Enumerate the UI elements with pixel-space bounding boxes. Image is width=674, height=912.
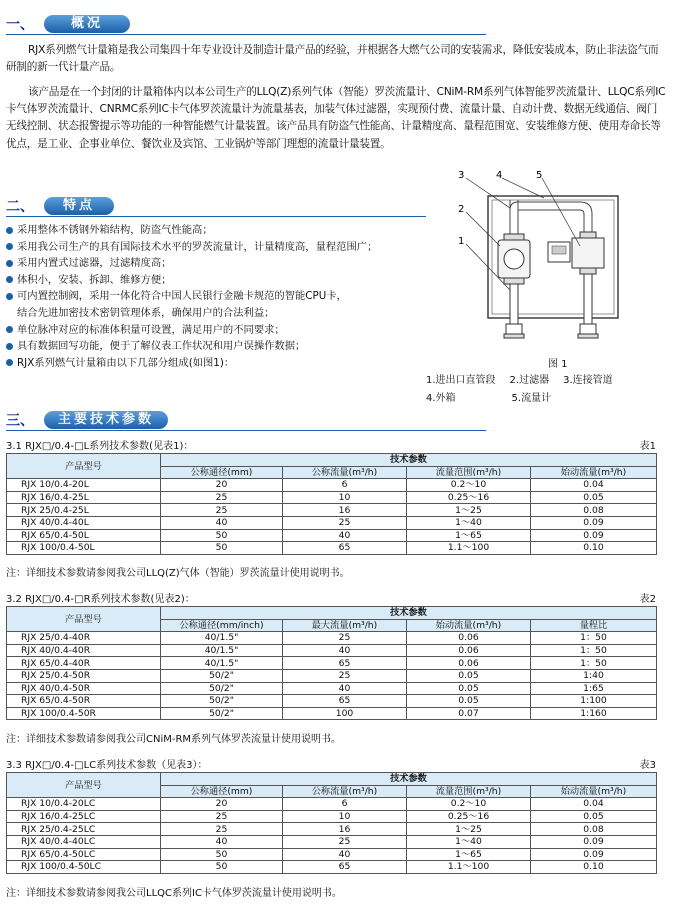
value-cell: 40 (283, 644, 407, 657)
list-item: 采用我公司生产的具有国际技术水平的罗茨流量计，计量精度高，量程范围广； (6, 239, 446, 256)
table-row (7, 848, 657, 861)
table2-note: 注：详细技术参数请参阅我公司CNiM-RM系列气体罗茨流量计使用说明书。 (6, 734, 342, 745)
value-cell: 100 (283, 707, 407, 720)
callout-label: 4 (496, 170, 503, 181)
value-cell: 20 (161, 479, 283, 492)
feature-list (6, 222, 446, 371)
section-title: 特点 (44, 197, 114, 215)
model-cell: RJX 25/0.4-40R (7, 632, 161, 645)
column-header: 公称通径(mm/inch) (161, 619, 283, 632)
column-header: 公称流量(m³/h) (283, 785, 407, 798)
table3-body (7, 798, 657, 874)
value-cell: 40/1.5" (161, 657, 283, 670)
legend-item: 1.进出口直管段 (426, 375, 496, 386)
overview-paragraph-1: RJX系列燃气计量箱是我公司集四十年专业设计及制造计量产品的经验，并根据各大燃气公司的安装需求，降低安装成本，防止非法盗气而研制的新一代计量产品。 (6, 44, 659, 74)
table-row (7, 669, 657, 682)
section-number: 三、 (6, 413, 34, 429)
section-divider (6, 430, 486, 431)
model-cell: RJX 25/0.4-25L (7, 504, 161, 517)
value-cell: 1：50 (531, 657, 657, 670)
table-row (7, 835, 657, 848)
bullet-icon (6, 276, 13, 283)
legend-item: 4.外箱 (426, 393, 456, 404)
model-cell: RJX 16/0.4-25LC (7, 810, 161, 823)
table-label: 表1 (639, 441, 656, 452)
list-item: RJX系列燃气计量箱由以下几部分组成(如图1)： (6, 355, 446, 372)
table-row (7, 644, 657, 657)
group-header: 技术参数 (161, 773, 657, 786)
table2-body (7, 632, 657, 720)
table3-caption: 3.3 RJX□/0.4-□LC系列技术参数（见表3）： 表3 (6, 756, 656, 770)
column-header: 量程比 (531, 619, 657, 632)
table-row (7, 632, 657, 645)
model-cell: RJX 40/0.4-40R (7, 644, 161, 657)
value-cell: 0.05 (531, 810, 657, 823)
value-cell: 1:160 (531, 707, 657, 720)
value-cell: 0.10 (531, 542, 657, 555)
table-row (7, 516, 657, 529)
column-header: 公称流量(m³/h) (283, 466, 407, 479)
section-divider (6, 34, 486, 35)
gas-meter-box-diagram (452, 166, 634, 352)
section-divider (6, 216, 426, 217)
table-row (7, 798, 657, 811)
value-cell: 1～40 (407, 516, 531, 529)
value-cell: 0.05 (531, 491, 657, 504)
table1-body (7, 479, 657, 555)
table3 (6, 772, 657, 874)
value-cell: 40 (283, 682, 407, 695)
table-row (7, 491, 657, 504)
value-cell: 1～25 (407, 823, 531, 836)
table-row (7, 542, 657, 555)
callout-label: 3 (458, 170, 465, 181)
value-cell: 0.04 (531, 479, 657, 492)
model-header: 产品型号 (7, 773, 161, 798)
table-row (7, 479, 657, 492)
group-header: 技术参数 (161, 454, 657, 467)
value-cell: 25 (283, 835, 407, 848)
value-cell: 0.06 (407, 632, 531, 645)
bullet-icon (6, 326, 13, 333)
value-cell: 50 (161, 848, 283, 861)
legend-item: 2.过滤器 (509, 375, 550, 386)
bullet-icon (6, 343, 13, 350)
value-cell: 25 (161, 504, 283, 517)
model-cell: RJX 100/0.4-50L (7, 542, 161, 555)
model-cell: RJX 40/0.4-40L (7, 516, 161, 529)
value-cell: 0.09 (531, 516, 657, 529)
model-cell: RJX 40/0.4-40LC (7, 835, 161, 848)
column-header: 流量范围(m³/h) (407, 466, 531, 479)
table-row (7, 707, 657, 720)
model-cell: RJX 100/0.4-50R (7, 707, 161, 720)
model-cell: RJX 16/0.4-25L (7, 491, 161, 504)
value-cell: 65 (283, 695, 407, 708)
bullet-icon (6, 227, 13, 234)
model-cell: RJX 10/0.4-20L (7, 479, 161, 492)
value-cell: 16 (283, 823, 407, 836)
value-cell: 0.10 (531, 861, 657, 874)
bullet-icon (6, 243, 13, 250)
column-header: 始动流量(m³/h) (407, 619, 531, 632)
list-item: 采用内置式过滤器，过滤精度高； (6, 255, 446, 272)
value-cell: 1～65 (407, 529, 531, 542)
value-cell: 0.25～16 (407, 491, 531, 504)
value-cell: 0.07 (407, 707, 531, 720)
value-cell: 0.04 (531, 798, 657, 811)
value-cell: 50 (161, 529, 283, 542)
callout-label: 2 (458, 204, 465, 215)
table-row (7, 529, 657, 542)
table1-note: 注：详细技术参数请参阅我公司LLQ(Z)气体（智能）罗茨流量计使用说明书。 (6, 568, 350, 579)
value-cell: 6 (283, 479, 407, 492)
value-cell: 1.1～100 (407, 861, 531, 874)
list-item: 结合先进加密技术密钥管理体系，确保用户的合法利益； (17, 306, 275, 319)
value-cell: 25 (283, 632, 407, 645)
section-params-header (6, 410, 670, 432)
value-cell: 1:100 (531, 695, 657, 708)
value-cell: 1：50 (531, 644, 657, 657)
value-cell: 0.2～10 (407, 798, 531, 811)
table-row (7, 504, 657, 517)
table-row (7, 657, 657, 670)
value-cell: 0.2～10 (407, 479, 531, 492)
value-cell: 50 (161, 542, 283, 555)
value-cell: 40 (283, 848, 407, 861)
value-cell: 50/2" (161, 669, 283, 682)
list-item: 体积小，安装、拆卸、维修方便； (6, 272, 446, 289)
bullet-icon (6, 293, 13, 300)
value-cell: 25 (161, 823, 283, 836)
value-cell: 25 (283, 516, 407, 529)
value-cell: 65 (283, 542, 407, 555)
column-header: 公称通径(mm) (161, 785, 283, 798)
value-cell: 0.08 (531, 504, 657, 517)
column-header: 流量范围(m³/h) (407, 785, 531, 798)
table3-note: 注：详细技术参数请参阅我公司LLQC系列IC卡气体罗茨流量计使用说明书。 (6, 888, 342, 899)
table2-caption: 3.2 RJX□/0.4-□R系列技术参数(见表2)： 表2 (6, 590, 656, 604)
overview-paragraph-2: 该产品是在一个封闭的计量箱体内以本公司生产的LLQ(Z)系列气体（智能）罗茨流量计、CNiM-RM系列气体智能罗茨流量计、LLQC系列IC卡气体罗茨流量计、CNRMC系列IC卡气体罗茨流量计为流量基表，加装气体过滤器，实现预付费、流量计量、自动计费、数据无线通信、阀门无线控制、状态报警提示等功能的一种智能燃气计量装置。该产品具有防盗气性能高、计量精度高、量程范围宽、安装维修方便、使用寿命长等优点，是工业、企事业单位、餐饮业及宾馆、工业锅炉等部门理想的流量计量装置。 (6, 86, 666, 150)
value-cell: 40 (161, 835, 283, 848)
table2 (6, 606, 657, 720)
table-label: 表3 (639, 760, 656, 771)
column-header: 始动流量(m³/h) (531, 785, 657, 798)
value-cell: 0.06 (407, 657, 531, 670)
list-item: 具有数据回写功能，便于了解仪表工作状况和用户误操作数据； (6, 338, 446, 355)
value-cell: 50/2" (161, 707, 283, 720)
value-cell: 65 (283, 861, 407, 874)
callout-label: 5 (536, 170, 543, 181)
value-cell: 1:40 (531, 669, 657, 682)
section-title: 概况 (44, 15, 130, 33)
value-cell: 50/2" (161, 682, 283, 695)
value-cell: 1:65 (531, 682, 657, 695)
table-row (7, 682, 657, 695)
value-cell: 1～40 (407, 835, 531, 848)
value-cell: 25 (161, 491, 283, 504)
table-label: 表2 (639, 594, 656, 605)
table-row (7, 810, 657, 823)
value-cell: 25 (283, 669, 407, 682)
model-cell: RJX 100/0.4-50LC (7, 861, 161, 874)
legend-item: 3.连接管道 (563, 375, 613, 386)
table-row (7, 861, 657, 874)
value-cell: 50 (161, 861, 283, 874)
value-cell: 6 (283, 798, 407, 811)
value-cell: 0.05 (407, 669, 531, 682)
value-cell: 0.05 (407, 695, 531, 708)
value-cell: 0.06 (407, 644, 531, 657)
model-cell: RJX 65/0.4-50R (7, 695, 161, 708)
value-cell: 0.08 (531, 823, 657, 836)
value-cell: 1.1～100 (407, 542, 531, 555)
value-cell: 0.05 (407, 682, 531, 695)
value-cell: 0.09 (531, 848, 657, 861)
model-cell: RJX 25/0.4-25LC (7, 823, 161, 836)
value-cell: 20 (161, 798, 283, 811)
legend-item: 5.流量计 (511, 393, 552, 404)
value-cell: 0.25～16 (407, 810, 531, 823)
table1-caption: 3.1 RJX□/0.4-□L系列技术参数(见表1)： 表1 (6, 437, 656, 451)
figure-legend (426, 372, 613, 408)
bullet-icon (6, 359, 13, 366)
table-row (7, 823, 657, 836)
column-header: 公称通径(mm) (161, 466, 283, 479)
value-cell: 16 (283, 504, 407, 517)
value-cell: 40/1.5" (161, 632, 283, 645)
value-cell: 1：50 (531, 632, 657, 645)
value-cell: 1～25 (407, 504, 531, 517)
list-item: 可内置控制阀，采用一体化符合中国人民银行金融卡规范的智能CPU卡， (6, 288, 446, 305)
table-row (7, 695, 657, 708)
section-number: 二、 (6, 199, 34, 215)
group-header: 技术参数 (161, 607, 657, 620)
model-cell: RJX 25/0.4-50R (7, 669, 161, 682)
callout-label: 1 (458, 236, 465, 247)
model-cell: RJX 40/0.4-50R (7, 682, 161, 695)
value-cell: 0.09 (531, 529, 657, 542)
bullet-icon (6, 260, 13, 267)
table1 (6, 453, 657, 555)
model-header: 产品型号 (7, 607, 161, 632)
value-cell: 1～65 (407, 848, 531, 861)
model-cell: RJX 65/0.4-50L (7, 529, 161, 542)
value-cell: 40 (283, 529, 407, 542)
model-header: 产品型号 (7, 454, 161, 479)
value-cell: 50/2" (161, 695, 283, 708)
section-title: 主要技术参数 (44, 411, 168, 429)
value-cell: 10 (283, 810, 407, 823)
model-cell: RJX 65/0.4-40R (7, 657, 161, 670)
column-header: 始动流量(m³/h) (531, 466, 657, 479)
value-cell: 40 (161, 516, 283, 529)
value-cell: 65 (283, 657, 407, 670)
list-item: 采用整体不锈钢外箱结构，防盗气性能高； (6, 222, 446, 239)
model-cell: RJX 65/0.4-50LC (7, 848, 161, 861)
value-cell: 25 (161, 810, 283, 823)
figure-caption: 图 1 (548, 359, 568, 370)
list-item: 单位脉冲对应的标准体积量可设置，满足用户的不同要求； (6, 322, 446, 339)
column-header: 最大流量(m³/h) (283, 619, 407, 632)
value-cell: 10 (283, 491, 407, 504)
value-cell: 40/1.5" (161, 644, 283, 657)
section-overview-header (6, 14, 670, 36)
flow-meter (572, 238, 604, 268)
section-number: 一、 (6, 17, 34, 33)
value-cell: 0.09 (531, 835, 657, 848)
model-cell: RJX 10/0.4-20LC (7, 798, 161, 811)
